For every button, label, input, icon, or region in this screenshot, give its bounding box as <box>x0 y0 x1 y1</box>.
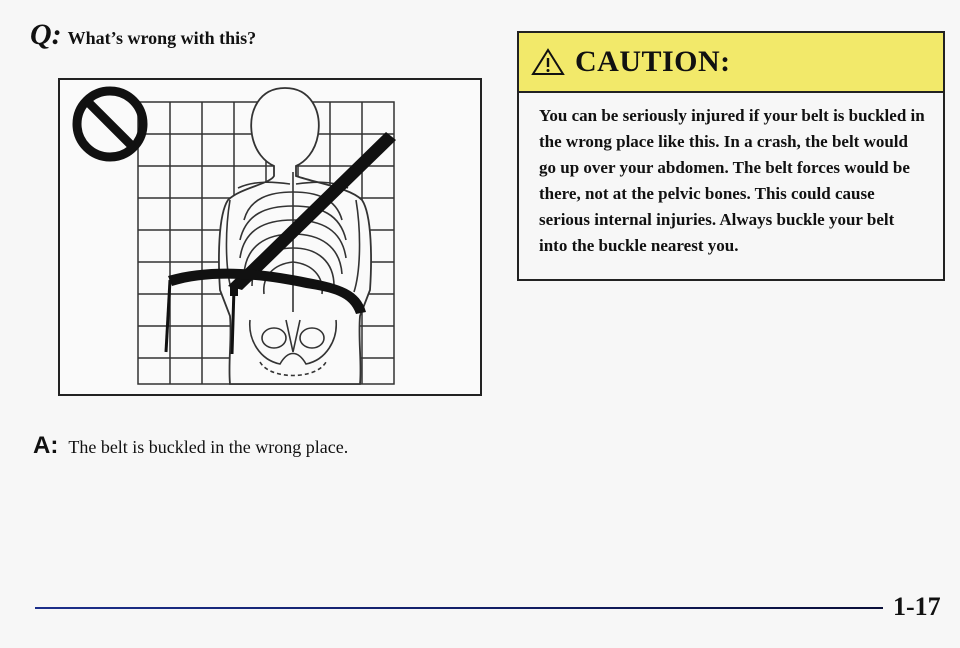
skeleton-drawing <box>60 80 480 394</box>
footer-rule <box>35 607 883 609</box>
seatbelt-illustration <box>58 78 482 396</box>
caution-title: CAUTION: <box>575 45 731 78</box>
page-number: 1-17 <box>893 592 941 621</box>
caution-body: You can be seriously injured if your belt is buckled in the wrong place like this. In a crash, the belt would go up over your abdomen. The belt forces would be there, not at the pelvic bones. This could cause serious internal injuries. Always buckle your belt into the buckle nearest you. <box>539 106 925 255</box>
question-text: What’s wrong with this? <box>67 28 257 48</box>
question-label: Q: <box>30 18 62 51</box>
warning-triangle-icon <box>531 47 565 77</box>
question-line <box>30 18 256 52</box>
caution-header <box>519 33 943 93</box>
no-symbol-icon <box>77 91 143 157</box>
answer-text: The belt is buckled in the wrong place. <box>68 437 349 457</box>
answer-label: A: <box>33 432 59 459</box>
caution-box <box>517 31 945 281</box>
answer-line <box>33 432 348 460</box>
